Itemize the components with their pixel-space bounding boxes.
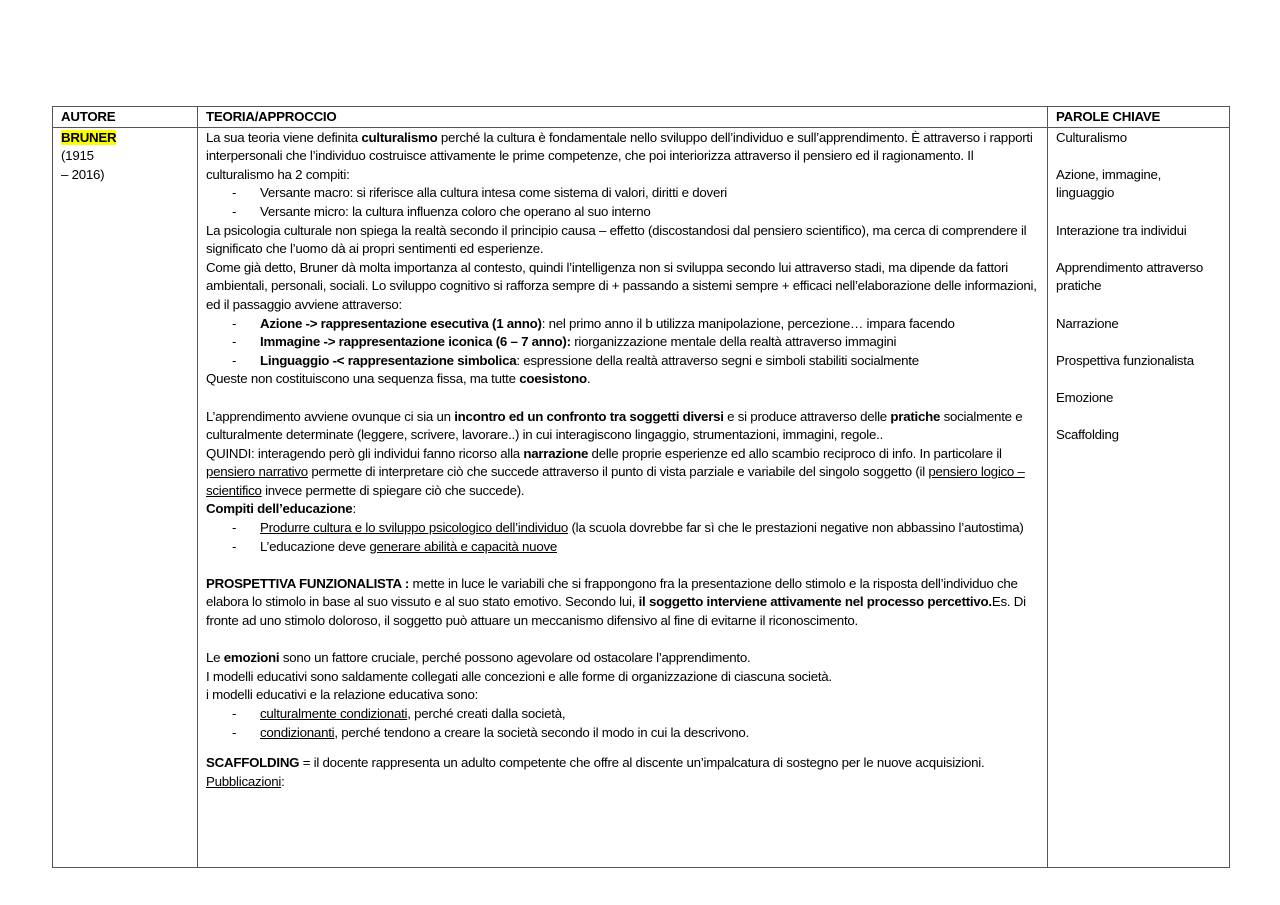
header-row — [53, 107, 1230, 128]
keyword: Emozione — [1056, 389, 1114, 405]
bold-text: Azione -> rappresentazione esecutiva (1 anno) — [260, 315, 542, 331]
text: , perché creati dalla società, — [407, 706, 566, 721]
underlined-text: culturalmente condizionati — [260, 706, 408, 721]
spacer — [206, 556, 1039, 575]
paragraph — [206, 222, 1039, 259]
bold-text: culturalismo — [361, 129, 438, 145]
author-cell — [53, 127, 198, 867]
underlined-text: pensiero narrativo — [206, 464, 308, 480]
list-item — [206, 705, 1039, 724]
text: Versante micro: la cultura influenza coloro che operano al suo interno — [260, 203, 651, 219]
text: QUINDI: interagendo però gli individui fanno ricorso alla — [206, 445, 524, 461]
text: Es. Di fronte ad uno stimolo doloroso, il soggetto può attuare un meccanismo difensivo al fine di evitarne il riconoscimento. — [206, 594, 1026, 629]
paragraph — [206, 500, 1039, 519]
text: : espressione della realtà attraverso segni e simboli stabiliti socialmente — [516, 352, 919, 368]
keyword: Interazione tra individui — [1056, 222, 1187, 238]
bold-text: Immagine -> rappresentazione iconica (6 – 7 anno): — [260, 334, 571, 350]
bullet-dash: - — [232, 706, 237, 721]
underlined-text: pensiero logico – scientifico — [206, 464, 1025, 498]
bullet-dash: - — [232, 538, 237, 554]
text: perché la cultura è fondamentale nello sviluppo dell’individuo e sull’apprendimento. È attraverso i rapporti interpersonali che l’individuo costruisce attivamente le prime competenze, che poi interiorizza attraverso il pensiero ed il ragionamento. Il culturalismo ha 2 compiti: — [206, 129, 1033, 182]
bold-text: pratiche — [890, 408, 941, 424]
text: e si produce attraverso delle — [723, 408, 891, 424]
author-years-end: – 2016) — [61, 166, 105, 182]
paragraph — [206, 129, 1039, 185]
text: I modelli educativi sono saldamente collegati alle concezioni e alle forme di organizzazione di ciascuna società. — [206, 668, 832, 684]
text: Versante macro: si riferisce alla cultura intesa come sistema di valori, diritti e doveri — [260, 185, 727, 201]
list-item — [206, 315, 1039, 334]
bold-text: Linguaggio -< rappresentazione simbolica — [260, 352, 517, 368]
text: riorganizzazione mentale della realtà attraverso immagini — [570, 334, 897, 350]
list-item — [206, 724, 1039, 743]
paragraph — [206, 649, 1039, 668]
bullet-dash: - — [232, 334, 237, 350]
paragraph — [206, 575, 1039, 631]
text: sono un fattore cruciale, perché possono agevolare od ostacolare l’apprendimento. — [279, 650, 751, 666]
bold-text: SCAFFOLDING — [206, 755, 300, 771]
header-keywords: PAROLE CHIAVE — [1048, 107, 1230, 128]
underlined-text: Pubblicazioni — [206, 773, 282, 789]
bold-text: narrazione — [523, 445, 589, 461]
spacer — [206, 742, 1039, 754]
bold-text: coesistono — [519, 371, 587, 387]
text: i modelli educativi e la relazione educativa sono: — [206, 687, 479, 703]
bullet-dash: - — [232, 520, 237, 536]
text: . — [586, 371, 591, 387]
text: permette di interpretare ciò che succede attraverso il punto di vista parziale e variabile del singolo soggetto (il — [307, 464, 929, 480]
text: : — [281, 773, 285, 789]
keyword: Prospettiva funzionalista — [1056, 352, 1194, 368]
bullet-dash: - — [232, 185, 237, 201]
text: Le — [206, 650, 224, 666]
paragraph — [206, 445, 1039, 501]
keyword: Scaffolding — [1056, 427, 1119, 443]
bold-text: il soggetto interviene attivamente nel processo percettivo. — [638, 594, 992, 610]
paragraph — [206, 754, 1039, 773]
text: : — [352, 501, 356, 517]
text: Come già detto, Bruner dà molta importanza al contesto, quindi l’intelligenza non si sviluppa secondo lui attraverso stadi, ma dipende da fattori ambientali, personali, sociali. Lo sviluppo cognitivo si rafforza sempre di + passando a sistemi sempre + efficaci nell’elaborazione delle informazioni, ed il passaggio avviene attraverso: — [206, 259, 1037, 312]
text: delle proprie esperienze ed allo scambio reciproco di info. In particolare il — [588, 445, 1002, 461]
paragraph — [206, 408, 1039, 445]
paragraph — [206, 686, 1039, 705]
header-author: AUTORE — [53, 107, 198, 128]
bullet-dash: - — [232, 315, 237, 331]
list-item — [206, 184, 1039, 203]
paragraph — [206, 259, 1039, 315]
bullet-dash: - — [232, 724, 237, 740]
text: Queste non costituiscono una sequenza fissa, ma tutte — [206, 371, 520, 387]
author-years-start: (1915 — [61, 148, 94, 164]
keyword: Azione, immagine, linguaggio — [1056, 166, 1162, 201]
keyword: Culturalismo — [1056, 129, 1127, 145]
list-item — [206, 352, 1039, 371]
text: La psicologia culturale non spiega la realtà secondo il principio causa – effetto (discostandosi dal pensiero scientifico), ma cerca di comprendere il significato che l’uomo dà ai propri sentimenti ed esperienze. — [206, 222, 1027, 257]
list-item — [206, 203, 1039, 222]
bold-text: incontro ed un confronto tra soggetti diversi — [454, 408, 724, 424]
paragraph — [206, 370, 1039, 389]
paragraph — [206, 668, 1039, 687]
text: : nel primo anno il b utilizza manipolazione, percezione… impara facendo — [541, 315, 955, 331]
text: L’educazione deve — [260, 538, 370, 554]
bold-text: PROSPETTIVA FUNZIONALISTA : — [206, 575, 410, 591]
underlined-text: condizionanti — [260, 724, 335, 740]
keyword: Apprendimento attraverso pratiche — [1056, 259, 1203, 294]
header-theory: TEORIA/APPROCCIO — [198, 107, 1048, 128]
text: invece permette di spiegare ciò che succede). — [261, 482, 525, 498]
keywords-cell — [1048, 127, 1230, 867]
spacer — [206, 631, 1039, 650]
author-name: BRUNER — [61, 129, 117, 145]
text: , perché tendono a creare la società secondo il modo in cui la descrivono. — [334, 724, 750, 740]
list-item — [206, 538, 1039, 557]
text: (la scuola dovrebbe far sì che le prestazioni negative non abbassino l’autostima) — [568, 520, 1024, 536]
bold-text: Compiti dell’educazione — [206, 501, 353, 517]
notes-table — [52, 106, 1230, 868]
theory-cell — [198, 127, 1048, 867]
text: socialmente e culturalmente determinate (leggere, scrivere, lavorare..) in cui interagiscono lingaggio, strumentazioni, immagini, regole.. — [206, 408, 1023, 443]
underlined-text: generare abilità e capacità nuove — [369, 538, 558, 554]
text: mette in luce le variabili che si frappongono fra la presentazione dello stimolo e la risposta dell’individuo che elabora lo stimolo in base al suo vissuto e al suo stato emotivo. Secondo lui, — [206, 575, 1018, 610]
list-item — [206, 333, 1039, 352]
paragraph — [206, 773, 1039, 792]
bullet-dash: - — [232, 352, 237, 368]
text: La sua teoria viene definita — [206, 129, 362, 145]
list-item — [206, 519, 1039, 538]
table-row — [53, 127, 1230, 867]
spacer — [206, 389, 1039, 408]
keyword: Narrazione — [1056, 315, 1119, 331]
text: L’apprendimento avviene ovunque ci sia un — [206, 408, 455, 424]
underlined-text: Produrre cultura e lo sviluppo psicologico dell’individuo — [260, 520, 569, 536]
text: = il docente rappresenta un adulto competente che offre al discente un’impalcatura di sostegno per le nuove acquisizioni. — [299, 755, 985, 771]
bold-text: emozioni — [223, 650, 280, 666]
bullet-dash: - — [232, 203, 237, 219]
